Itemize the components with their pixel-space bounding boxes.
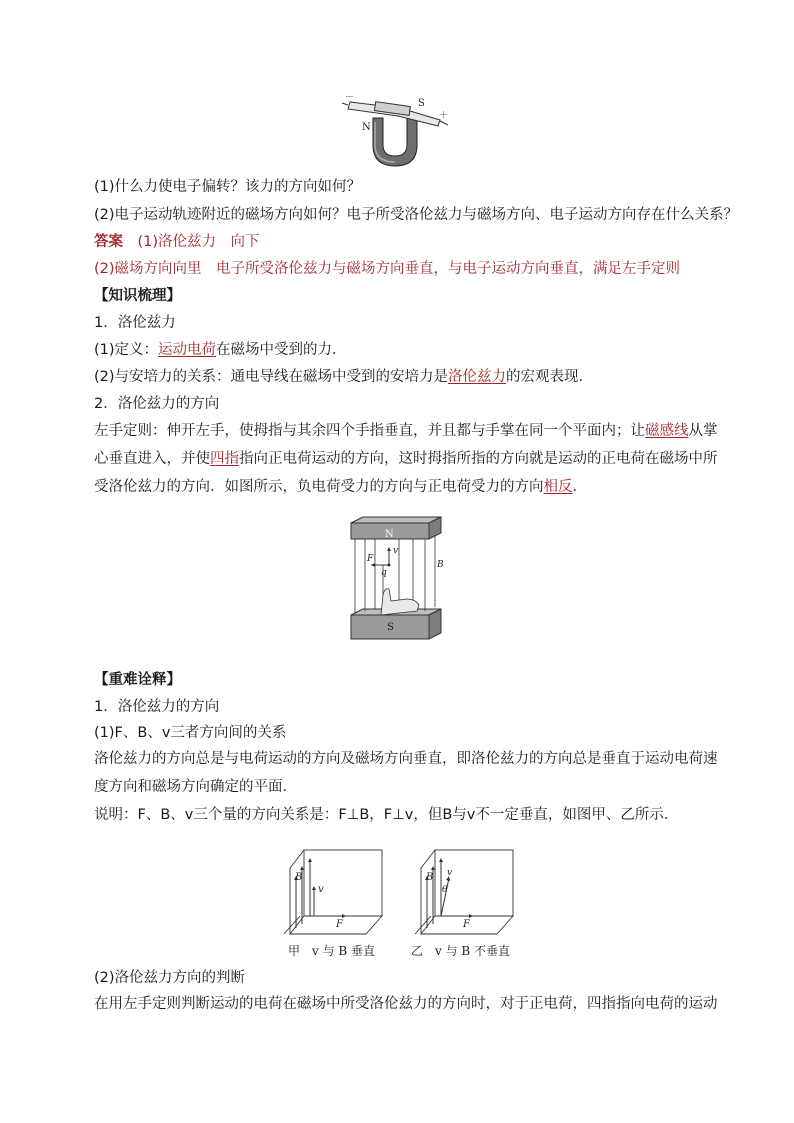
key-paragraph-1: 洛伦兹力的方向总是与电荷运动的方向及磁场方向垂直，即洛伦兹力的方向总是垂直于运动电荷速 <box>94 751 718 767</box>
rule-l1-blank: 磁感线 <box>645 423 689 439</box>
key-subsection-1: (1)F、B、v三者方向间的关系 <box>94 725 287 741</box>
rule-l2-suffix: 指向正电荷运动的方向，这时拇指所指的方向就是运动的正电荷在磁场中所 <box>239 451 718 467</box>
rule-l3-suffix: ． <box>572 479 587 495</box>
rule-l1-suffix: 从掌 <box>688 423 718 439</box>
key-subsection-2: (2)洛伦兹力方向的判断 <box>94 970 246 986</box>
magnet-s-label: S <box>418 98 425 109</box>
jia-caption: 甲 v 与 B 垂直 <box>288 944 376 958</box>
knowledge-section-1: 1．洛伦兹力 <box>94 315 176 331</box>
definition-blank: 运动电荷 <box>158 342 217 358</box>
key-heading: 【重难诠释】 <box>94 672 181 688</box>
rule-l2-prefix: 心垂直进入，并使 <box>94 451 210 467</box>
hand-n-label: N <box>385 529 394 540</box>
yi-f-label: F <box>463 919 470 930</box>
answer-1: (1)洛伦兹力 向下 <box>137 234 260 250</box>
rule-l2-blank: 四指 <box>210 451 239 467</box>
jia-v-label: v <box>318 884 324 895</box>
key-section-1: 1．洛伦兹力的方向 <box>94 699 220 715</box>
knowledge-section-2: 2．洛伦兹力的方向 <box>94 396 220 412</box>
left-hand-rule-figure <box>343 515 448 650</box>
key-paragraph-2: 度方向和磁场方向确定的平面． <box>94 779 297 795</box>
answer-2: (2)磁场方向向里 电子所受洛伦兹力与磁场方向垂直，与电子运动方向垂直，满足左手定则 <box>94 261 681 277</box>
plus-label: ＋ <box>439 111 449 121</box>
definition-line <box>94 340 347 360</box>
yi-theta-label: θ <box>442 885 448 895</box>
yi-caption: 乙 v 与 B 不垂直 <box>411 944 511 958</box>
key-last-line: 在用左手定则判断运动的电荷在磁场中所受洛伦兹力的方向时，对于正电荷，四指指向电荷的运动 <box>94 996 718 1012</box>
jia-b-label: B <box>295 872 303 883</box>
question-2: (2)电子运动轨迹附近的磁场方向如何？电子所受洛伦兹力与磁场方向、电子运动方向存在什么关系？ <box>94 207 739 223</box>
answer-line-1 <box>94 232 260 252</box>
hand-b-label: B <box>437 560 444 570</box>
figure-jia <box>282 838 392 963</box>
left-hand-rule-line-2 <box>94 449 718 469</box>
relation-line <box>94 367 593 387</box>
left-hand-rule-line-3 <box>94 477 587 497</box>
yi-v-label: v <box>447 868 453 878</box>
relation-blank: 洛伦兹力 <box>448 369 507 385</box>
definition-prefix: (1)定义： <box>94 342 159 358</box>
magnet-tube-figure <box>340 90 455 170</box>
relation-suffix: 的宏观表现． <box>506 369 594 385</box>
answer-label: 答案 <box>94 234 123 250</box>
definition-suffix: 在磁场中受到的力． <box>216 342 347 358</box>
left-hand-rule-line-1 <box>94 421 718 441</box>
minus-label: － <box>345 93 355 103</box>
rule-l1-prefix: 左手定则：伸开左手，使拇指与其余四个手指垂直，并且都与手掌在同一个平面内；让 <box>94 423 645 439</box>
relation-prefix: (2)与安培力的关系：通电导线在磁场中受到的安培力是 <box>94 369 449 385</box>
magnet-n-label: N <box>362 122 371 133</box>
rule-l3-prefix: 受洛伦兹力的方向．如图所示，负电荷受力的方向与正电荷受力的方向 <box>94 479 544 495</box>
hand-f-label: F <box>367 554 374 564</box>
figure-yi <box>405 838 525 963</box>
key-note: 说明：F、B、v三个量的方向关系是：F⊥B，F⊥v，但B与v不一定垂直，如图甲、乙所示． <box>94 807 679 823</box>
hand-s-label: S <box>387 622 394 633</box>
yi-b-label: B <box>426 872 434 883</box>
hand-v-label: v <box>393 546 399 556</box>
rule-l3-blank: 相反 <box>543 479 573 495</box>
jia-f-label: F <box>336 919 343 930</box>
knowledge-heading: 【知识梳理】 <box>94 288 181 304</box>
hand-q-label: q <box>381 568 387 578</box>
question-1: (1)什么力使电子偏转？该力的方向如何？ <box>94 179 362 195</box>
